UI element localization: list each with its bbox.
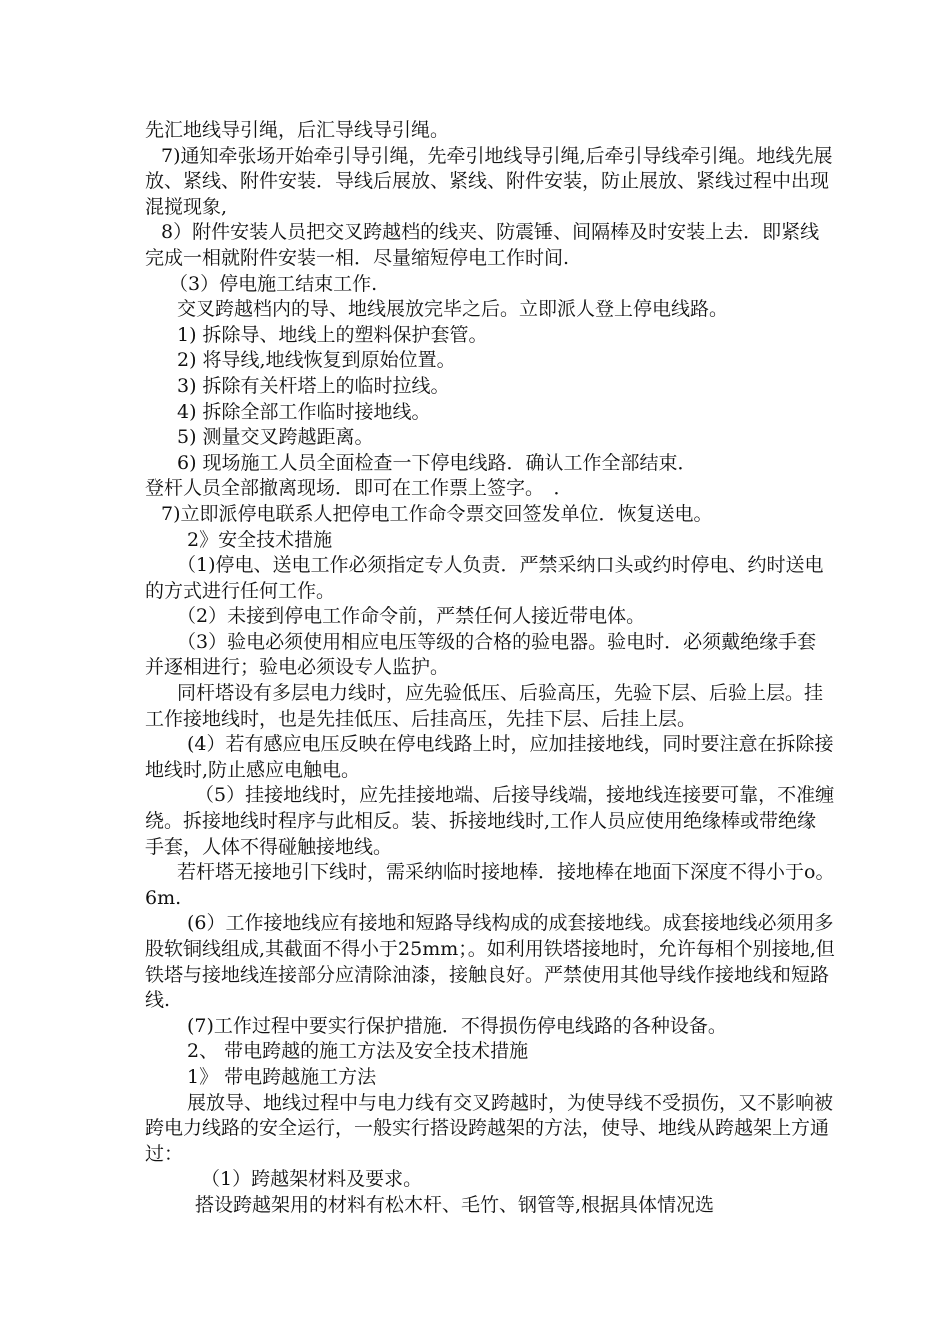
section-heading: 2》安全技术措施	[187, 528, 333, 551]
paragraph: （5）挂接地线时，应先挂接地端、后接导线端，接地线连接要可靠，不准缠绕。拆接地线时程序与此相反。装、拆接地线时,工作人员应使用绝缘棒或带绝缘手套，人体不得碰触接地线。	[145, 784, 835, 858]
paragraph: 7)立即派停电联系人把停电工作命令票交回签发单位．恢复送电。	[161, 502, 713, 525]
paragraph: (6）工作接地线应有接地和短路导线构成的成套接地线。成套接地线必须用多股软铜线组成,其截面不得小于25mm；。如利用铁塔接地时，允许每相个别接地,但铁塔与接地线连接部分应清除油漆，接触良好。严禁使用其他导线作接地线和短路线.	[145, 912, 835, 1012]
paragraph: （2）未接到停电工作命令前，严禁任何人接近带电体。	[177, 605, 646, 628]
section-heading: 1》 带电跨越施工方法	[187, 1065, 377, 1088]
section-heading: （3）停电施工结束工作.	[169, 272, 378, 295]
paragraph: 8）附件安装人员把交叉跨越档的线夹、防震锤、间隔棒及时安装上去．即紧线完成一相就附件安装一相．尽量缩短停电工作时间.	[145, 221, 820, 269]
list-item: 5) 测量交叉跨越距离。	[177, 426, 374, 449]
list-item: 1) 拆除导、地线上的塑料保护套管。	[177, 323, 488, 346]
paragraph: 7)通知牵张场开始牵引导引绳，先牵引地线导引绳,后牵引导线牵引绳。地线先展放、紧线、附件安装．导线后展放、紧线、附件安装，防止展放、紧线过程中出现混搅现象,	[145, 144, 833, 218]
paragraph: 搭设跨越架用的材料有松木杆、毛竹、钢管等,根据具体情况选	[195, 1193, 715, 1216]
paragraph: (7)工作过程中要实行保护措施．不得损伤停电线路的各种设备。	[187, 1014, 727, 1037]
section-heading: 2、 带电跨越的施工方法及安全技术措施	[187, 1040, 529, 1063]
paragraph: 若杆塔无接地引下线时，需采纳临时接地棒．接地棒在地面下深度不得小于o。6m.	[145, 861, 835, 909]
paragraph: 展放导、地线过程中与电力线有交叉跨越时，为使导线不受损伤，又不影响被跨电力线路的安全运行，一般实行搭设跨越架的方法，使导、地线从跨越架上方通过：	[145, 1091, 834, 1165]
paragraph: (4）若有感应电压反映在停电线路上时，应加挂接地线，同时要注意在拆除接地线时,防止感应电触电。	[145, 733, 834, 781]
list-item: 3) 拆除有关杆塔上的临时拉线。	[177, 374, 450, 397]
list-item: 2) 将导线,地线恢复到原始位置。	[177, 349, 456, 372]
paragraph: 交叉跨越档内的导、地线展放完毕之后。立即派人登上停电线路。	[177, 298, 729, 321]
document-body	[145, 118, 835, 1219]
list-item: 4) 拆除全部工作临时接地线。	[177, 400, 431, 423]
section-heading: （1）跨越架材料及要求。	[201, 1168, 423, 1191]
paragraph: 同杆塔设有多层电力线时，应先验低压、后验高压，先验下层、后验上层。挂工作接地线时，也是先挂低压、后挂高压，先挂下层、后挂上层。	[145, 682, 824, 730]
paragraph: （3）验电必须使用相应电压等级的合格的验电器。验电时．必须戴绝缘手套并逐相进行；验电必须设专人监护。	[145, 630, 817, 679]
paragraph: 登杆人员全部撤离现场．即可在工作票上签字。 ．	[145, 477, 573, 500]
list-item: 6) 现场施工人员全面检查一下停电线路．确认工作全部结束．	[177, 451, 697, 474]
paragraph: （1)停电、送电工作必须指定专人负责．严禁采纳口头或约时停电、约时送电的方式进行任何工作。	[145, 554, 824, 602]
paragraph: 先汇地线导引绳，后汇导线导引绳。	[145, 119, 450, 141]
